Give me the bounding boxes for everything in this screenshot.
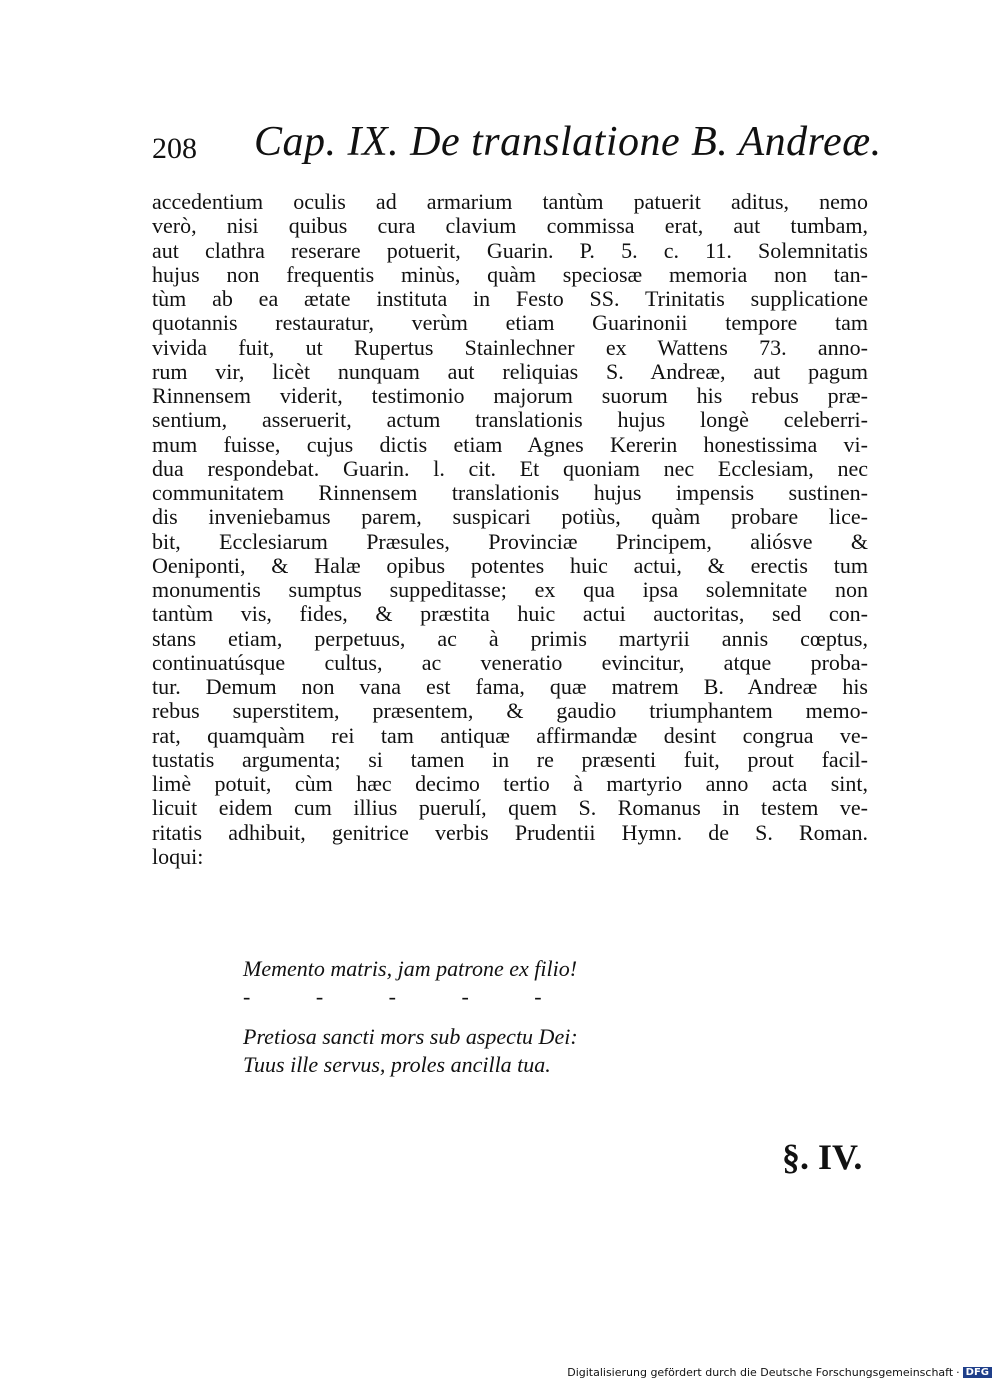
text-line: sentium, asseruerit, actum translationis hujus longè celeberri- [152,407,868,433]
body-text [152,190,868,869]
text-line: licuit eidem cum illius puerulí, quem S. Romanus in testem ve- [152,795,868,821]
text-line: monumentis sumptus suppeditasse; ex qua ipsa solemnitate non [152,577,868,602]
footer-credit: Digitalisierung gefördert durch die Deutsche Forschungsgemeinschaft [567,1366,954,1379]
verse-quotation [243,955,763,1079]
text-line: dis inveniebamus parem, suspicari potiùs, quàm probare lice- [152,504,868,530]
footer-separator: · [956,1366,960,1379]
text-line: tantùm vis, fides, & præstita huic actui auctoritas, sed con- [152,601,868,627]
text-line: limè potuit, cùm hæc decimo tertio à martyrio anno acta sint, [152,771,868,796]
text-line: rebus superstitem, præsentem, & gaudio triumphantem memo- [152,698,868,724]
dfg-logo-icon: DFG [963,1367,992,1378]
running-title: Cap. IX. De translatione B. Andreæ. [254,119,882,165]
digitization-footer [567,1366,992,1379]
text-line: rum vir, licèt nunquam aut reliquias S. Andreæ, aut pagum [152,358,868,384]
text-line: hujus non frequentis minùs, quàm speciosæ memoria non tan- [152,261,868,287]
page-number: 208 [152,132,197,165]
text-line: accedentium oculis ad armarium tantùm patuerit aditus, nemo [152,189,868,214]
text-line: verò, nisi quibus cura clavium commissa erat, aut tumbam, [152,213,868,239]
text-line: quotannis restauratur, verùm etiam Guarinonii tempore tam [152,310,868,336]
text-line: Oeniponti, & Halæ opibus potentes huic actui, & erectis tum [152,552,868,578]
verse-line: Pretiosa sancti mors sub aspectu Dei: [243,1024,578,1049]
verse-line: Memento matris, jam patrone ex filio! [243,956,578,981]
ellipsis-dashes: - - - - - [243,984,542,1009]
text-line: dua respondebat. Guarin. l. cit. Et quoniam nec Ecclesiam, nec [152,455,868,481]
section-mark: §. IV. [782,1137,863,1177]
text-line: loqui: [152,843,204,869]
text-line: rat, quamquàm rei tam antiquæ affirmandæ desint congrua ve- [152,722,868,748]
page-header [152,118,882,174]
verse-line: Tuus ille servus, proles ancilla tua. [243,1052,551,1077]
text-line: tùm ab ea ætate instituta in Festo SS. Trinitatis supplicatione [152,286,868,311]
text-line: mum fuisse, cujus dictis etiam Agnes Kererin honestissima vi- [152,431,868,457]
text-line: continuatúsque cultus, ac veneratio evincitur, atque proba- [152,649,868,675]
text-line: tustatis argumenta; si tamen in re præsenti fuit, prout facil- [152,746,868,772]
text-line: tur. Demum non vana est fama, quæ matrem B. Andreæ his [152,674,868,699]
text-line: bit, Ecclesiarum Præsules, Provinciæ Principem, aliósve & [152,528,868,554]
text-line: vivida fuit, ut Rupertus Stainlechner ex Wattens 73. anno- [152,334,868,360]
text-line: ritatis adhibuit, genitrice verbis Prudentii Hymn. de S. Roman. [152,819,868,845]
text-line: Rinnensem viderit, testimonio majorum suorum his rebus præ- [152,383,868,408]
text-line: stans etiam, perpetuus, ac à primis martyrii annis cœptus, [152,625,868,651]
text-line: aut clathra reserare potuerit, Guarin. P. 5. c. 11. Solemnitatis [152,237,868,263]
text-line: communitatem Rinnensem translationis hujus impensis sustinen- [152,480,868,505]
